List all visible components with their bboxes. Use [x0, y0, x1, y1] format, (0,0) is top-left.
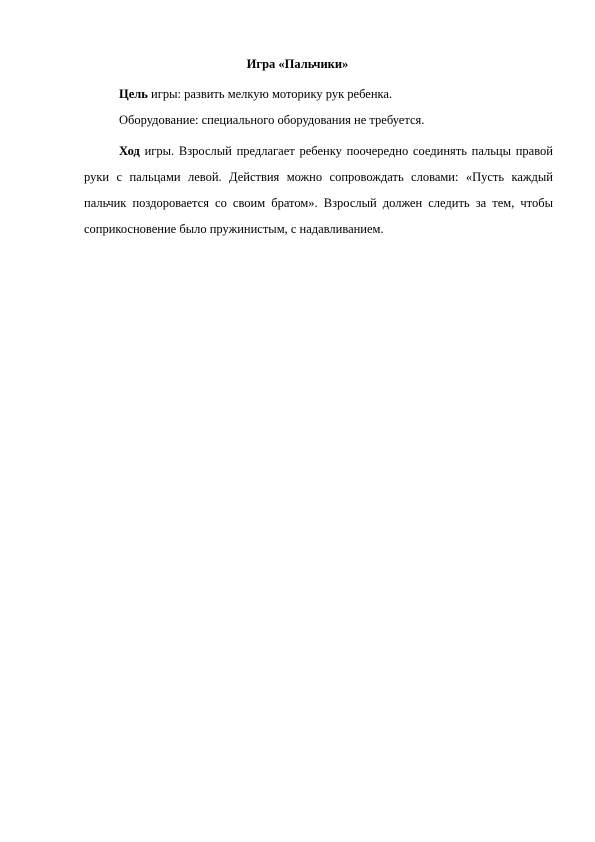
- equipment-paragraph: [84, 112, 553, 129]
- document-title: Игра «Пальчики»: [246, 57, 349, 71]
- equipment-text: Оборудование: специального оборудования не требуется.: [119, 113, 425, 127]
- course-label: Ход: [119, 144, 140, 158]
- course-text: игры. Взрослый предлагает ребенку поочередно соединять пальцы правой руки с пальцами левой. Действия можно сопровождать словами: «Пусть каждый пальчик поздоровается со своим братом». Взрослый должен следить за тем, чтобы соприкосновение было пружинистым, с надавливанием.: [84, 144, 553, 236]
- goal-label: Цель: [119, 87, 148, 101]
- goal-paragraph: [84, 86, 553, 103]
- goal-text: игры: развить мелкую моторику рук ребенка.: [147, 87, 393, 101]
- course-paragraph: [84, 138, 553, 242]
